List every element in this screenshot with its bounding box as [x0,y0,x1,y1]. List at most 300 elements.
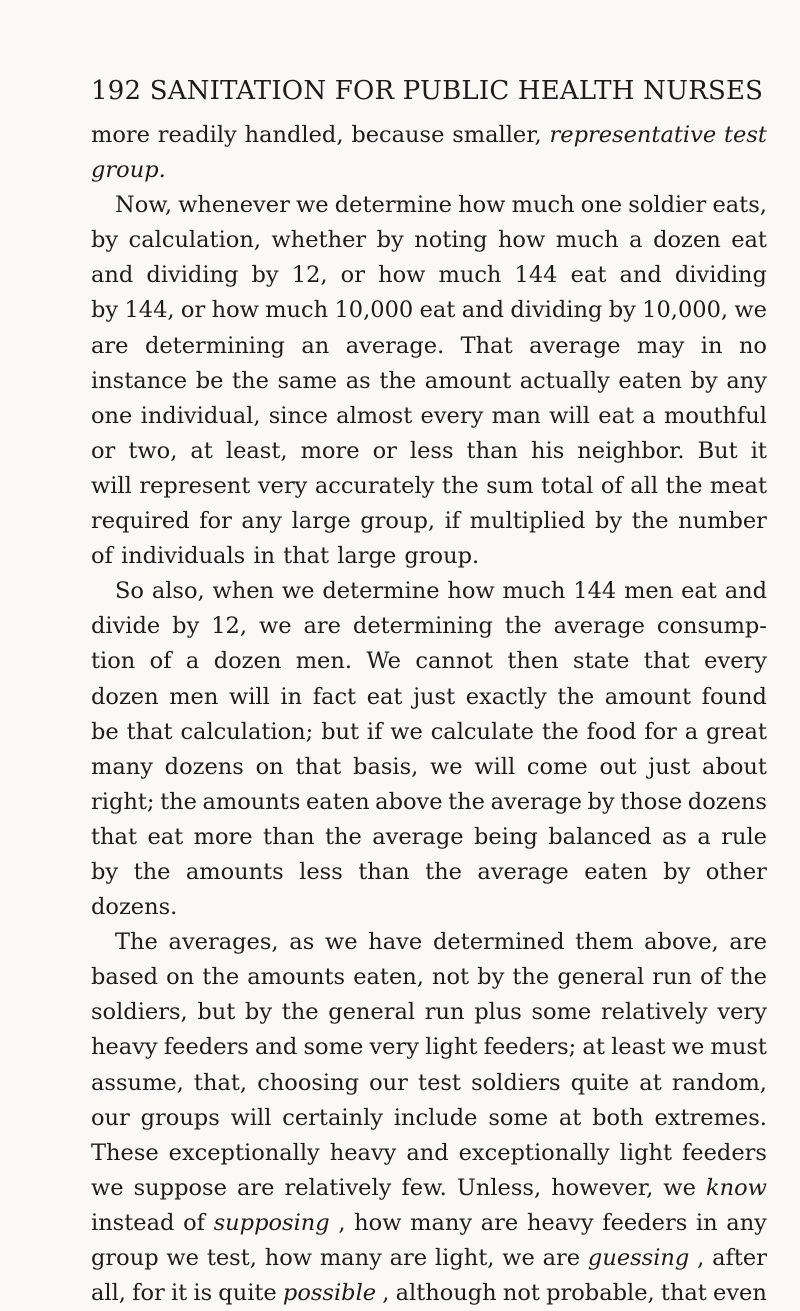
word: some [303,1034,364,1061]
word: test [723,122,767,148]
word: many [319,1245,382,1271]
word: determine [334,192,452,219]
word: eaten [618,367,682,394]
word: by [91,858,119,885]
word: dozen [653,227,721,254]
text-line [91,1030,767,1065]
word: as [289,929,315,956]
word: and [406,1139,449,1166]
word: both [592,1104,644,1131]
word: men [169,683,219,710]
word: of [91,543,113,570]
word: be [91,718,119,745]
word: determining [144,332,285,359]
word: actually [519,367,610,394]
word: a [629,227,643,254]
word: that [126,718,173,745]
word: large [337,543,397,570]
word: representative [549,122,717,148]
word: 144 [514,262,558,289]
word: feeders [602,1209,688,1236]
page-number: 192 [91,76,142,106]
word: found [701,683,767,710]
word: We [366,648,401,675]
text-line [91,469,767,504]
word: about [702,753,767,780]
word: the [324,823,362,850]
word: total [541,472,594,499]
text-line [91,258,767,293]
word: , [338,1209,346,1236]
word: at [639,1069,662,1096]
text-line [91,960,767,995]
text-line [91,890,767,925]
word: that, [193,1069,248,1096]
word: by [91,227,119,254]
word: not [502,1280,540,1307]
word: a [642,402,656,429]
word: eaten [305,788,370,815]
word: no [738,332,767,359]
word: dozen [213,648,282,675]
word: one [580,192,623,219]
word: by [587,788,615,815]
word: or [340,262,365,289]
word: feeders; [483,1034,577,1061]
word: man [491,402,541,429]
word: any [726,1209,767,1236]
word: almost [336,402,413,429]
word: run [652,964,693,991]
word: individual, [140,402,261,429]
word: of [700,964,722,991]
word: than [466,437,518,464]
word: average [372,823,464,850]
word: the [425,858,462,885]
word: every [704,648,767,675]
word: 10,000, [642,297,729,324]
word: individuals [120,543,246,570]
word: average [529,332,621,359]
word: readily [157,122,237,148]
word: however, [551,1174,654,1201]
word: we [91,1174,124,1201]
word: eat [681,578,717,605]
word: two, [128,437,178,464]
text-line [91,329,767,364]
text-line [91,680,767,715]
text-line [91,644,767,679]
word: any [726,367,767,394]
word: light [425,1034,478,1061]
word: we [166,1245,199,1271]
word: divide [91,613,161,640]
word: eat [366,683,403,710]
word: fact [312,683,357,710]
word: in [280,683,303,710]
word: feeders [163,1034,249,1061]
word: a [684,718,699,745]
word: our [91,1104,130,1131]
word: our [369,1069,408,1096]
word: in [253,543,275,570]
word: state [573,648,630,675]
word: of [600,472,623,499]
word: eat [147,823,184,850]
word: other [705,858,767,885]
word: amounts [247,964,346,991]
word: the [557,683,595,710]
word: but [197,999,236,1026]
word: the [512,964,550,991]
word: the [504,613,542,640]
word: suppose [133,1174,227,1201]
word: group. [91,157,166,184]
word: calculation; [180,718,314,745]
word: how [497,227,546,254]
word: instead [91,1209,175,1236]
word: required [91,508,190,535]
word: averages, [168,929,279,956]
word: very [717,999,767,1026]
word: above [375,788,443,815]
word: are [91,332,129,359]
word: by [690,367,718,394]
word: group. [404,543,480,570]
text-line [91,1276,767,1311]
word: the [730,964,767,991]
word: group [91,1245,159,1271]
word: as [345,367,371,394]
word: those [620,788,683,815]
word: test [418,1069,461,1096]
word: test, [206,1245,257,1271]
word: relatively [284,1174,392,1201]
word: much [265,297,329,324]
word: sum [486,472,534,499]
word: number [678,508,767,535]
word: include [393,1104,478,1131]
word: if [366,718,383,745]
word: just [648,753,691,780]
word: 12, [291,262,328,289]
word: we [671,1034,705,1061]
word: relatively [600,999,708,1026]
word: a [185,648,200,675]
word: rule [721,823,767,850]
word: it [750,437,767,464]
word: Now, [115,192,172,219]
text-line [91,1206,767,1241]
word: more [193,823,253,850]
word: dividing [146,262,239,289]
word: , [697,1245,705,1271]
word: men [624,578,674,605]
word: will [230,1104,272,1131]
word: amounts [202,788,301,815]
word: as [661,823,687,850]
word: we [430,753,463,780]
word: less [409,437,454,464]
word: we [324,929,358,956]
word: and [619,262,662,289]
word: same [277,367,338,394]
word: may [636,332,685,359]
word: exceptionally [458,1139,610,1166]
word: since [268,402,328,429]
word: how [264,1245,313,1271]
word: choosing [257,1069,360,1096]
word: few. [401,1174,447,1201]
word: heavy [91,1034,158,1061]
word: the [631,508,669,535]
word: dozens [687,788,767,815]
text-line [91,715,767,750]
text-line [91,820,767,855]
word: noting [414,227,488,254]
word: the [665,472,703,499]
word: mouthful [663,402,767,429]
word: will [549,402,590,429]
word: out [599,753,637,780]
word: are [303,613,341,640]
word: some [488,1104,549,1131]
word: his [531,437,565,464]
word: how [378,262,426,289]
word: we [390,718,423,745]
word: then [507,648,559,675]
word: we [296,192,329,219]
word: very [257,472,308,499]
word: if [444,508,461,535]
word: by [244,999,273,1026]
word: and [461,297,504,324]
word: or [180,297,206,324]
word: are [729,929,767,956]
word: we [663,1174,696,1201]
word: balanced [548,823,652,850]
word: much [555,227,619,254]
word: by [477,964,505,991]
word: meat [709,472,767,499]
word: soldiers, [91,999,188,1026]
word: the [441,472,479,499]
word: food [586,718,637,745]
word: are [236,1174,275,1201]
word: handled, [244,122,344,148]
word: based [91,964,159,991]
text-line [91,293,767,328]
word: amounts [185,858,284,885]
word: the [133,858,171,885]
word: a [697,823,711,850]
word: consump- [656,613,767,640]
word: that [91,823,137,850]
text-line [91,153,767,188]
word: whenever [178,192,290,219]
word: of [183,1209,205,1236]
word: for [132,1280,165,1307]
word: amount [424,367,512,394]
word: is [193,1280,213,1307]
word: That [460,332,513,359]
word: must [710,1034,767,1061]
word: , [382,1280,390,1307]
word: some [531,999,592,1026]
word: 10,000 [334,297,414,324]
word: supposing [213,1209,330,1236]
word: of [149,648,172,675]
word: amount [604,683,692,710]
word: when [212,578,275,605]
word: by [172,613,200,640]
word: will [228,683,270,710]
word: than [358,858,410,885]
word: eaten [584,858,648,885]
word: the [448,788,485,815]
word: But [697,437,738,464]
word: more [300,437,360,464]
word: large [291,508,351,535]
word: average. [345,332,445,359]
text-line [91,539,767,574]
word: than [263,823,315,850]
word: calculation, [128,227,261,254]
word: and [91,262,134,289]
word: run [424,999,465,1026]
word: we [734,297,767,324]
word: random, [671,1069,767,1096]
word: for [199,508,232,535]
word: dozens. [91,894,178,921]
word: on [255,753,284,780]
word: exceptionally [168,1139,320,1166]
word: much [502,578,566,605]
word: general [557,964,645,991]
word: tion [91,648,136,675]
word: determined [432,929,565,956]
word: dividing [510,297,603,324]
text-line [91,364,767,399]
word: not [432,964,470,991]
word: whether [271,227,367,254]
word: heavy [329,1139,397,1166]
word: all [630,472,659,499]
text-line [91,504,767,539]
word: have [368,929,423,956]
word: all, [91,1280,126,1307]
word: that [295,753,342,780]
word: These [91,1139,159,1166]
word: extremes. [654,1104,767,1131]
word: 144, [124,297,175,324]
text-line [91,574,767,609]
word: eaten, [353,964,424,991]
word: by [595,508,623,535]
word: the [232,367,269,394]
running-title: SANITATION FOR PUBLIC HEALTH NURSES [149,76,764,106]
word: basis, [353,753,419,780]
word: possible [282,1280,377,1307]
text-line [91,1136,767,1171]
word: groups [140,1104,220,1131]
word: much [438,262,502,289]
word: are [480,1209,519,1236]
word: how [211,297,259,324]
body-text [91,118,767,1311]
word: feeders [681,1139,767,1166]
word: dozen [91,683,159,710]
word: smaller, [452,122,542,148]
word: we [258,613,292,640]
word: one [91,402,133,429]
word: at [558,1104,582,1131]
word: in [695,1209,718,1236]
word: least, [225,437,288,464]
word: because [351,122,445,148]
word: more [91,122,150,148]
word: by [376,227,404,254]
word: general [328,999,416,1026]
word: any [241,508,283,535]
word: also, [151,578,205,605]
word: soldier [628,192,707,219]
text-line [91,785,767,820]
word: by [663,858,691,885]
word: cannot [415,648,493,675]
word: by [251,262,279,289]
word: exactly [465,683,547,710]
word: soldiers [471,1069,561,1096]
text-line [91,399,767,434]
word: eat [570,262,607,289]
text-line [91,1171,767,1206]
word: much [511,192,575,219]
word: or [372,437,397,464]
word: the [202,964,240,991]
word: that [660,1280,707,1307]
word: eat [598,402,635,429]
word: average [553,613,645,640]
text-line [91,188,767,223]
word: calculate [430,718,534,745]
word: light [619,1139,672,1166]
word: at [190,437,213,464]
word: by [608,297,636,324]
word: them [575,929,634,956]
word: neighbor. [577,437,685,464]
text-line [91,434,767,469]
word: the [541,718,579,745]
word: the [379,367,417,394]
word: by [91,297,119,324]
word: the [160,788,197,815]
word: men. [295,648,352,675]
text-line [91,118,767,153]
word: being [474,823,538,850]
word: above, [644,929,719,956]
word: that [643,648,690,675]
word: will [91,472,132,499]
word: are [389,1245,428,1271]
word: for [644,718,677,745]
running-head [91,75,771,107]
word: but [321,718,360,745]
word: Unless, [456,1174,542,1201]
word: least [611,1034,666,1061]
word: just [413,683,456,710]
word: come [526,753,588,780]
